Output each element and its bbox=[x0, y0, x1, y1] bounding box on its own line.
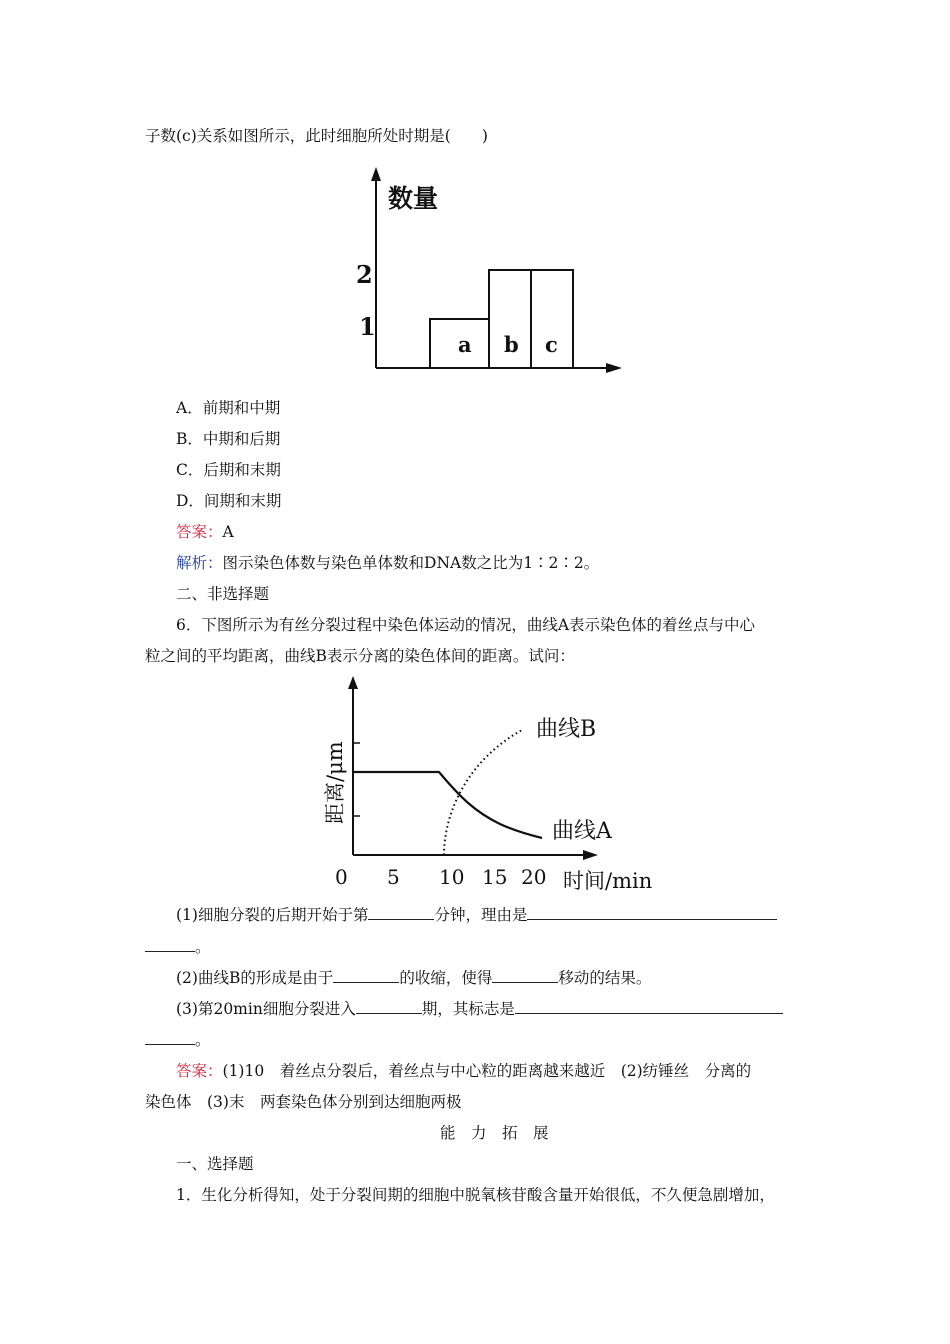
answer-label: 答案： bbox=[176, 1062, 223, 1080]
q6-sub2-text-a: (2)曲线B的形成是由于 bbox=[176, 969, 334, 987]
q6-sub3-text-b: 期，其标志是 bbox=[421, 1000, 515, 1018]
section-title-ability: 能 力 拓 展 bbox=[440, 1124, 549, 1142]
q6-sub3-text-a: (3)第20min细胞分裂进入 bbox=[176, 1000, 356, 1018]
answer-blank[interactable] bbox=[145, 937, 195, 952]
q6-stem-line1: 6．下图所示为有丝分裂过程中染色体运动的情况，曲线A表示染色体的着丝点与中心 bbox=[176, 616, 756, 634]
option-a: A．前期和中期 bbox=[176, 399, 281, 417]
q6-sub3-cont bbox=[145, 1030, 211, 1050]
q6-sub1 bbox=[176, 905, 777, 925]
curve-b bbox=[444, 730, 522, 855]
answer-blank[interactable] bbox=[527, 905, 777, 920]
x-axis-arrow bbox=[606, 363, 622, 373]
q5-stem: 子数(c)关系如图所示，此时细胞所处时期是( ) bbox=[145, 127, 488, 145]
y-tick-1: 1 bbox=[359, 312, 376, 341]
q6-sub2-text-b: 的收缩，使得 bbox=[399, 969, 493, 987]
q6-stem-line2: 粒之间的平均距离，曲线B表示分离的染色体间的距离。试问： bbox=[145, 647, 575, 665]
bar-label-c: c bbox=[545, 332, 558, 357]
section-subtitle-choice: 一、选择题 bbox=[176, 1155, 254, 1173]
x-axis-arrow bbox=[583, 850, 598, 860]
x-tick-10: 10 bbox=[439, 865, 465, 889]
answer-blank[interactable] bbox=[145, 1030, 195, 1045]
answer-blank[interactable] bbox=[515, 999, 783, 1014]
curve-b-label: 曲线B bbox=[536, 717, 597, 742]
answer-blank[interactable] bbox=[333, 968, 399, 983]
q6-sub1-text-b: 分钟，理由是 bbox=[434, 906, 528, 924]
bar-label-a: a bbox=[458, 332, 472, 357]
q6-sub1-cont bbox=[145, 937, 211, 957]
q6-sub2 bbox=[176, 968, 651, 988]
analysis-label: 解析： bbox=[176, 554, 223, 572]
q6-sub2-text-c: 移动的结果。 bbox=[558, 969, 652, 987]
y-tick-2: 2 bbox=[356, 260, 373, 289]
y-axis-arrow bbox=[348, 676, 358, 689]
q6-sub3 bbox=[176, 999, 783, 1019]
option-c: C．后期和末期 bbox=[176, 461, 281, 479]
q5-bar-chart bbox=[340, 165, 640, 380]
analysis-text: 图示染色体数与染色单体数和DNA数之比为1∶2∶2。 bbox=[222, 554, 600, 572]
answer-blank[interactable] bbox=[356, 999, 422, 1014]
q5-analysis bbox=[176, 553, 599, 573]
y-axis-label: 数量 bbox=[388, 184, 439, 213]
y-axis-arrow bbox=[371, 167, 381, 181]
q6-sub1-end: 。 bbox=[195, 938, 211, 956]
answer-label: 答案： bbox=[176, 523, 223, 541]
q5-answer bbox=[176, 522, 234, 542]
curve-a bbox=[353, 772, 542, 838]
option-b: B．中期和后期 bbox=[176, 430, 281, 448]
answer-blank[interactable] bbox=[368, 905, 434, 920]
y-axis-label: 距离/μm bbox=[323, 741, 347, 824]
x-tick-15: 15 bbox=[482, 865, 508, 889]
curve-a-label: 曲线A bbox=[552, 819, 612, 844]
x-axis-label: 时间/min bbox=[563, 869, 653, 893]
answer-value: A bbox=[222, 523, 234, 541]
q6-line-chart bbox=[310, 672, 690, 897]
q6-sub3-end: 。 bbox=[195, 1031, 211, 1049]
section-title-nonchoice: 二、非选择题 bbox=[176, 585, 270, 603]
bar-label-b: b bbox=[504, 332, 519, 357]
x-tick-0: 0 bbox=[335, 865, 348, 889]
x-tick-5: 5 bbox=[387, 865, 400, 889]
answer-blank[interactable] bbox=[492, 968, 558, 983]
q6-answer-line2: 染色体 (3)末 两套染色体分别到达细胞两极 bbox=[145, 1093, 462, 1111]
q1-stem: 1．生化分析得知，处于分裂间期的细胞中脱氧核苷酸含量开始很低，不久便急剧增加， bbox=[176, 1186, 775, 1204]
q6-answer-line1 bbox=[176, 1061, 751, 1081]
x-tick-20: 20 bbox=[521, 865, 547, 889]
answer-text: (1)10 着丝点分裂后，着丝点与中心粒的距离越来越近 (2)纺锤丝 分离的 bbox=[222, 1062, 752, 1080]
option-d: D．间期和末期 bbox=[176, 492, 282, 510]
q6-sub1-text-a: (1)细胞分裂的后期开始于第 bbox=[176, 906, 369, 924]
